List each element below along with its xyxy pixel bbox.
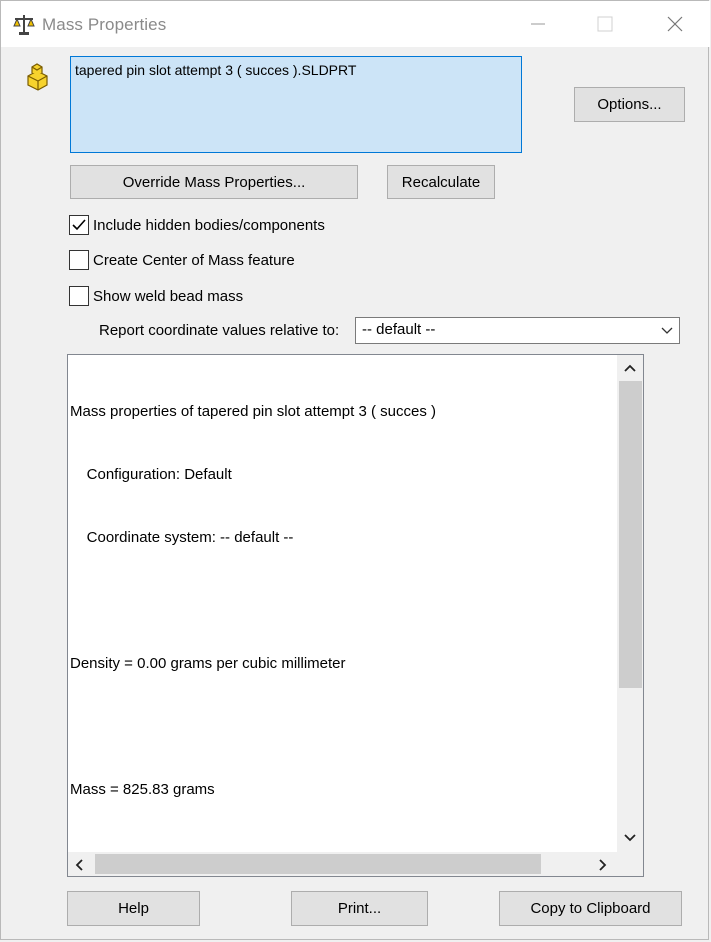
result-line: Mass = 825.83 grams <box>70 781 215 798</box>
horizontal-scroll-thumb[interactable] <box>95 854 541 874</box>
close-button[interactable] <box>653 9 697 39</box>
result-line <box>70 842 618 849</box>
mass-properties-results[interactable] <box>67 354 644 877</box>
scale-icon <box>12 12 36 36</box>
options-button[interactable]: Options... <box>574 87 685 122</box>
result-line <box>70 590 618 611</box>
maximize-button[interactable] <box>583 9 627 39</box>
create-center-of-mass-checkbox[interactable] <box>69 250 89 270</box>
show-weld-bead-mass-checkbox[interactable] <box>69 286 89 306</box>
title-bar[interactable] <box>1 1 710 47</box>
result-line: Density = 0.00 grams per cubic millimeter <box>70 655 346 672</box>
print-button[interactable]: Print... <box>291 891 428 926</box>
include-hidden-bodies-option[interactable] <box>69 214 325 236</box>
report-coordinate-label: Report coordinate values relative to: <box>99 322 340 339</box>
result-line: Coordinate system: -- default -- <box>70 529 294 546</box>
scroll-left-icon[interactable] <box>73 858 85 872</box>
selection-item[interactable]: tapered pin slot attempt 3 ( succes ).SLDPRT <box>75 62 357 78</box>
coordinate-system-value: -- default -- <box>362 321 436 338</box>
minimize-button[interactable] <box>516 9 560 39</box>
chevron-down-icon <box>661 325 673 337</box>
result-line <box>70 716 618 737</box>
result-line: Mass properties of tapered pin slot attempt 3 ( succes ) <box>70 403 436 420</box>
coordinate-system-dropdown[interactable] <box>355 317 680 344</box>
scrollbar-corner <box>617 852 643 876</box>
recalculate-button[interactable]: Recalculate <box>387 165 495 199</box>
window-title: Mass Properties <box>42 15 167 34</box>
create-center-of-mass-option[interactable] <box>69 249 295 271</box>
override-mass-properties-button[interactable]: Override Mass Properties... <box>70 165 358 199</box>
include-hidden-bodies-label[interactable]: Include hidden bodies/components <box>93 216 325 234</box>
show-weld-bead-mass-option[interactable] <box>69 285 243 307</box>
result-line: Configuration: Default <box>70 466 232 483</box>
help-button[interactable]: Help <box>67 891 200 926</box>
copy-to-clipboard-button[interactable]: Copy to Clipboard <box>499 891 682 926</box>
vertical-scroll-thumb[interactable] <box>619 381 642 688</box>
show-weld-bead-mass-label[interactable]: Show weld bead mass <box>93 287 244 305</box>
create-center-of-mass-label[interactable]: Create Center of Mass feature <box>93 251 295 269</box>
checkmark-icon <box>71 217 87 233</box>
include-hidden-bodies-checkbox[interactable] <box>69 215 89 235</box>
scroll-up-icon[interactable] <box>623 362 637 374</box>
results-text <box>70 359 618 849</box>
part-icon <box>23 62 51 92</box>
scroll-down-icon[interactable] <box>623 832 637 844</box>
scroll-right-icon[interactable] <box>597 858 609 872</box>
selection-list[interactable] <box>70 56 522 153</box>
